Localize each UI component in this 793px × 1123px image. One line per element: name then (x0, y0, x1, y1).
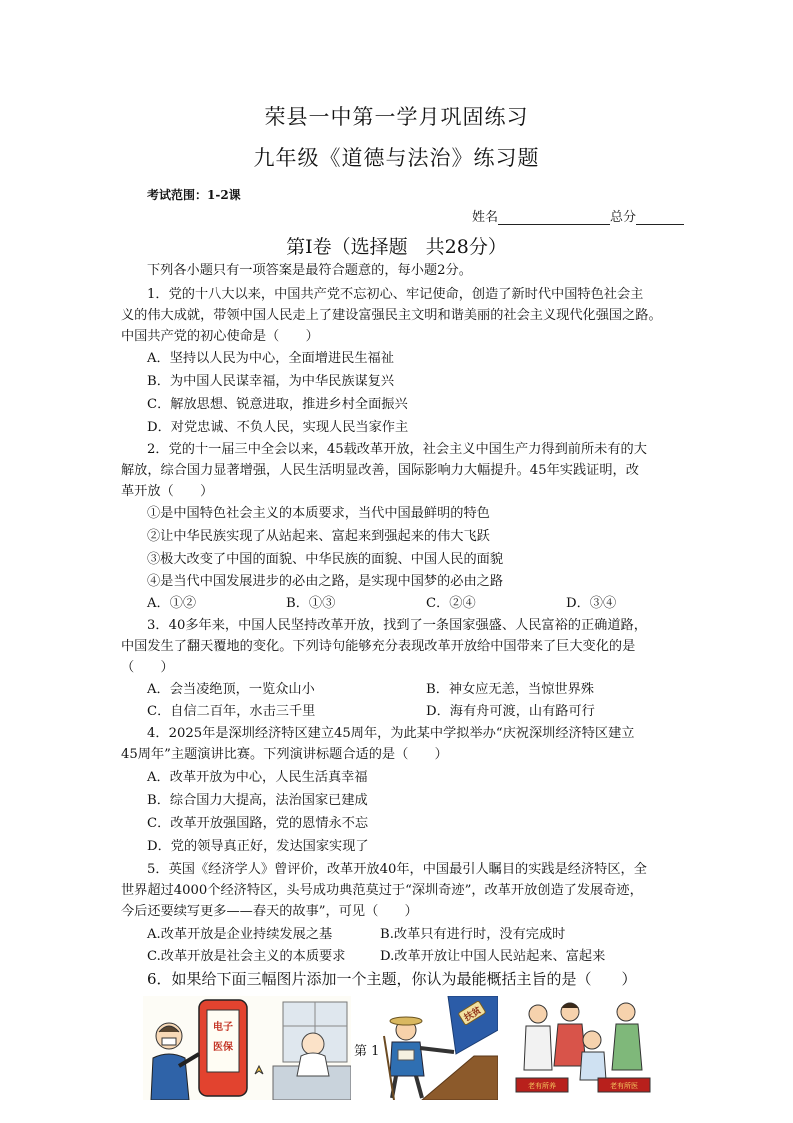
exam-subtitle: 九年级《道德与法治》练习题 (253, 146, 540, 170)
q4-option-a: A．改革开放为中心，人民生活真幸福 (147, 770, 368, 785)
q1-option-a: A．坚持以人民为中心，全面增进民生福祉 (147, 351, 394, 366)
q1-line-2: 义的伟大成就，带领中国人民走上了建设富强民主文明和谐美丽的社会主义现代化强国之路。 (121, 308, 662, 323)
elderly-sign-left-text: 老有所养 (528, 1082, 556, 1090)
q2-line-1: 2．党的十一届三中全会以来，45载改革开放，社会主义中国生产力得到前所未有的大 (147, 442, 647, 457)
medical-sign-text-top: 电子 (213, 1022, 233, 1033)
q5-line-2: 世界超过4000个经济特区，头号成功典范莫过于“深圳奇迹”，改革开放创造了发展奇迹， (121, 883, 643, 898)
q3-option-c: C．自信二百年，水击三千里 (147, 704, 316, 719)
q1-line-1: 1．党的十八大以来，中国共产党不忘初心、牢记使命，创造了新时代中国特色社会主 (147, 287, 644, 302)
q4-option-b: B．综合国力大提高，法治国家已建成 (147, 793, 368, 808)
score-blank[interactable] (636, 210, 684, 225)
q5-option-b: B.改革只有进行时，没有完成时 (380, 927, 566, 942)
q1-line-3: 中国共产党的初心使命是（ ） (121, 329, 319, 344)
q4-line-2: 45周年”主题演讲比赛。下列演讲标题合适的是（ ） (121, 747, 448, 762)
q2-statement-1: ①是中国特色社会主义的本质要求，当代中国最鲜明的特色 (147, 506, 490, 521)
q3-option-d: D．海有舟可渡，山有路可行 (426, 704, 595, 719)
name-blank[interactable] (498, 210, 610, 225)
q2-statement-3: ③极大改变了中国的面貌、中华民族的面貌、中国人民的面貌 (147, 552, 504, 567)
q3-line-3: （ ） (121, 660, 174, 675)
q2-statement-4: ④是当代中国发展进步的必由之路，是实现中国梦的必由之路 (147, 574, 504, 589)
section-title-left: 第Ⅰ卷（选择题 (286, 236, 408, 258)
medical-insurance-illustration (143, 996, 351, 1100)
section-title-right: 共28分） (425, 236, 507, 258)
elderly-care-illustration (508, 996, 658, 1100)
q2-option-b: B．①③ (286, 596, 336, 611)
q6-line-1: 6．如果给下面三幅图片添加一个主题，你认为最能概括主旨的是（ ） (147, 970, 637, 988)
q1-option-d: D．对党忠诚、不负人民，实现人民当家作主 (147, 420, 409, 435)
q1-option-c: C．解放思想、锐意进取，推进乡村全面振兴 (147, 397, 408, 412)
q3-line-2: 中国发生了翻天覆地的变化。下列诗句能够充分表现改革开放给中国带来了巨大变化的是 (121, 639, 636, 654)
q2-statement-2: ②让中华民族实现了从站起来、富起来到强起来的伟大飞跃 (147, 529, 490, 544)
score-label: 总分 (610, 210, 637, 225)
q4-option-c: C．改革开放强国路，党的恩情永不忘 (147, 816, 369, 831)
section-title (0, 232, 793, 259)
q5-line-3: 今后还要续写更多——春天的故事”，可见（ ） (121, 904, 418, 919)
medical-sign-text-bottom: 医保 (213, 1042, 233, 1053)
q5-option-d: D.改革开放让中国人民站起来、富起来 (380, 949, 606, 964)
q2-option-a: A．①② (147, 596, 197, 611)
q1-option-b: B．为中国人民谋幸福，为中华民族谋复兴 (147, 374, 395, 389)
q2-line-2: 解放，综合国力显著增强，人民生活明显改善，国际影响力大幅提升。45年实践证明，改 (121, 463, 639, 478)
q4-line-1: 4．2025年是深圳经济特区建立45周年，为此某中学拟举办“庆祝深圳经济特区建立 (147, 726, 635, 741)
poverty-alleviation-illustration (370, 996, 498, 1100)
poverty-banner-text: 扶贫 (462, 1005, 484, 1024)
q5-option-c: C.改革开放是社会主义的本质要求 (147, 949, 346, 964)
q2-line-3: 革开放（ ） (121, 484, 214, 499)
elderly-sign-right-text: 老有所医 (610, 1082, 638, 1090)
name-score-line (472, 206, 684, 225)
q5-line-1: 5．英国《经济学人》曾评价，改革开放40年，中国最引人瞩目的实践是经济特区，全 (147, 862, 647, 877)
exam-title: 荣县一中第一学月巩固练习 (264, 105, 529, 129)
q2-option-c: C．②④ (426, 596, 476, 611)
q5-option-a: A.改革开放是企业持续发展之基 (147, 927, 333, 942)
q3-line-1: 3．40多年来，中国人民坚持改革开放，找到了一条国家强盛、人民富裕的正确道路， (147, 618, 647, 633)
q4-option-d: D．党的领导真正好，发达国家实现了 (147, 839, 369, 854)
section-instruction: 下列各小题只有一项答案是最符合题意的，每小题2分。 (147, 263, 472, 278)
q2-option-d: D．③④ (566, 596, 617, 611)
q3-option-a: A．会当凌绝顶，一览众山小 (147, 682, 315, 697)
exam-scope: 考试范围：1-2课 (147, 188, 241, 202)
q3-option-b: B．神女应无恙，当惊世界殊 (426, 682, 594, 697)
page-number: 第 1 (352, 1040, 381, 1059)
name-label: 姓名 (472, 210, 499, 225)
